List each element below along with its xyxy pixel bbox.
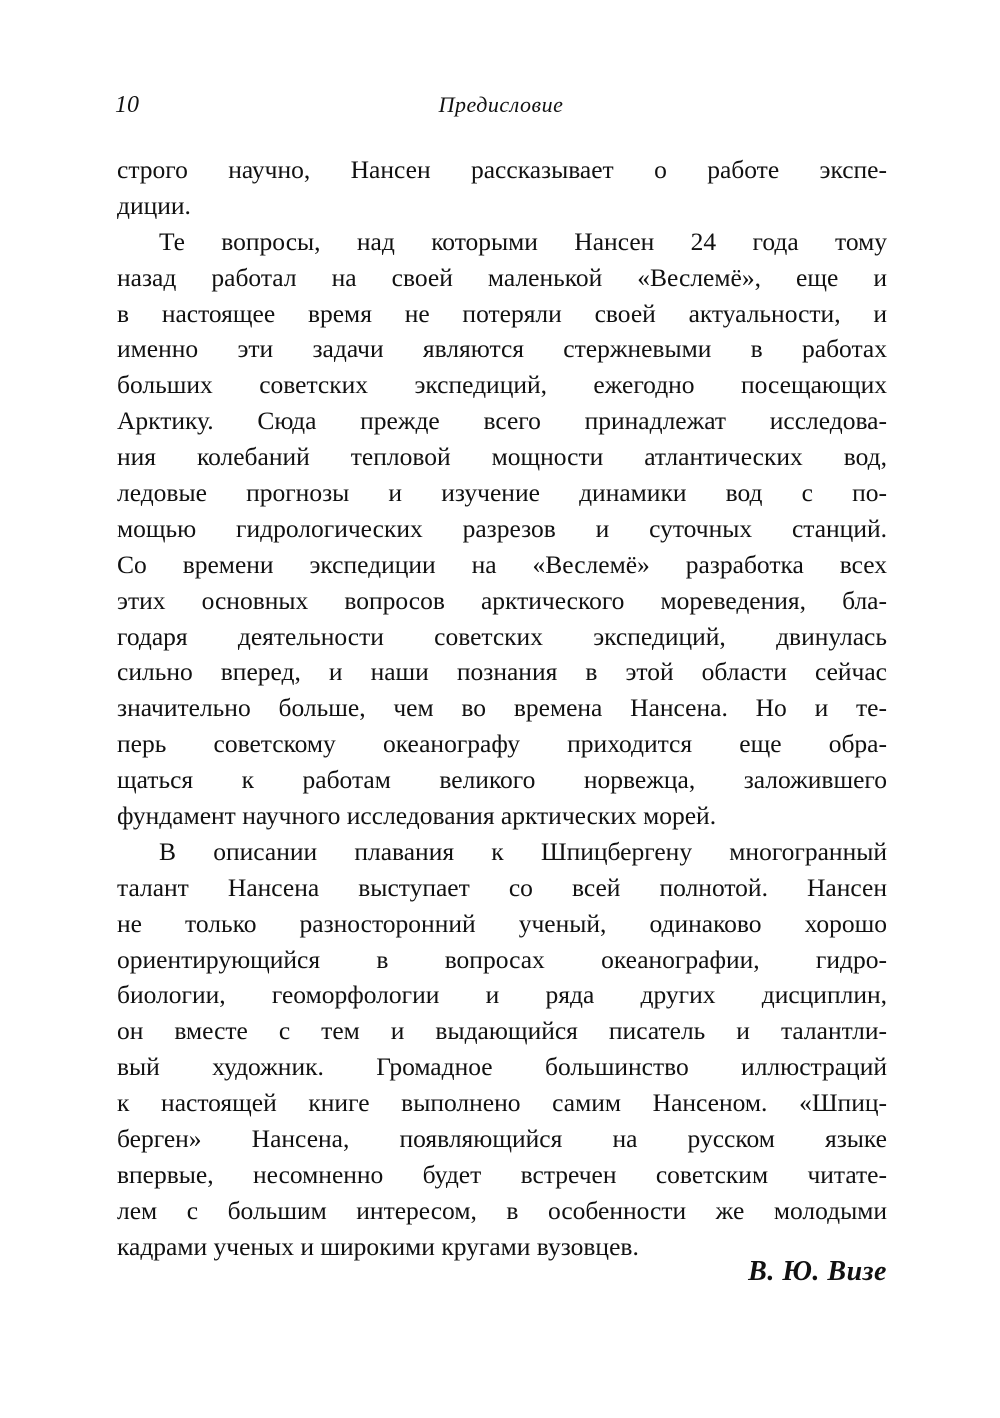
text-line: именно эти задачи являются стержневыми в работах [117, 334, 887, 364]
paragraph-2 [117, 224, 887, 834]
text-line: Со времени экспедиции на «Веслемё» разработка всех [117, 549, 887, 579]
text-line: биологии, геоморфологии и ряда других дисциплин, [117, 980, 887, 1010]
text-line: годаря деятельности советских экспедиций, двинулась [117, 621, 887, 651]
paragraph-1 [117, 152, 887, 224]
text-line: Арктику. Сюда прежде всего принадлежат исследова- [117, 406, 887, 436]
text-line: ориентирующийся в вопросах океанографии, гидро- [117, 944, 887, 974]
text-line: перь советскому океанографу приходится еще обра- [117, 729, 887, 759]
body-text [117, 152, 887, 1265]
running-title: Предисловие [438, 92, 564, 117]
text-line: значительно больше, чем во времена Нансена. Но и те- [117, 693, 887, 723]
text-line: щаться к работам великого норвежца, заложившего [117, 765, 887, 795]
text-line: больших советских экспедиций, ежегодно посещающих [117, 370, 887, 400]
text-line: в настоящее время не потеряли своей актуальности, и [117, 298, 887, 328]
running-head [115, 92, 887, 128]
text-line: ния колебаний тепловой мощности атлантических вод, [117, 442, 887, 472]
text-line: талант Нансена выступает со всей полнотой. Нансен [117, 872, 887, 902]
paragraph-3 [117, 834, 887, 1265]
text-line: В описании плавания к Шпицбергену многогранный [159, 836, 887, 866]
text-line: Те вопросы, над которыми Нансен 24 года тому [159, 226, 887, 256]
text-line: назад работал на своей маленькой «Веслемё», еще и [117, 262, 887, 292]
text-line: строго научно, Нансен рассказывает о работе экспе- [117, 155, 887, 184]
text-line: он вместе с тем и выдающийся писатель и талантли- [117, 1016, 887, 1046]
text-line: мощью гидрологических разрезов и суточных станций. [117, 513, 887, 543]
text-line: этих основных вопросов арктического мореведения, бла- [117, 585, 887, 615]
text-line: лем с большим интересом, в особенности же молодыми [117, 1195, 887, 1225]
text-line: не только разносторонний ученый, одинаково хорошо [117, 908, 887, 938]
text-line: кадрами ученых и широкими кругами вузовцев. [117, 1231, 639, 1261]
page-number: 10 [115, 92, 139, 118]
text-line: диции. [117, 190, 191, 220]
text-line: к настоящей книге выполнено самим Нансеном. «Шпиц- [117, 1088, 887, 1118]
text-line: ледовые прогнозы и изучение динамики вод с по- [117, 478, 887, 508]
text-line: вый художник. Громадное большинство иллюстраций [117, 1052, 887, 1082]
text-line: впервые, несомненно будет встречен советским читате- [117, 1159, 887, 1189]
text-line: сильно вперед, и наши познания в этой области сейчас [117, 657, 887, 687]
text-line: берген» Нансена, появляющийся на русском языке [117, 1124, 887, 1154]
author-signature: В. Ю. Визе [748, 1256, 887, 1287]
text-line: фундамент научного исследования арктических морей. [117, 801, 717, 831]
